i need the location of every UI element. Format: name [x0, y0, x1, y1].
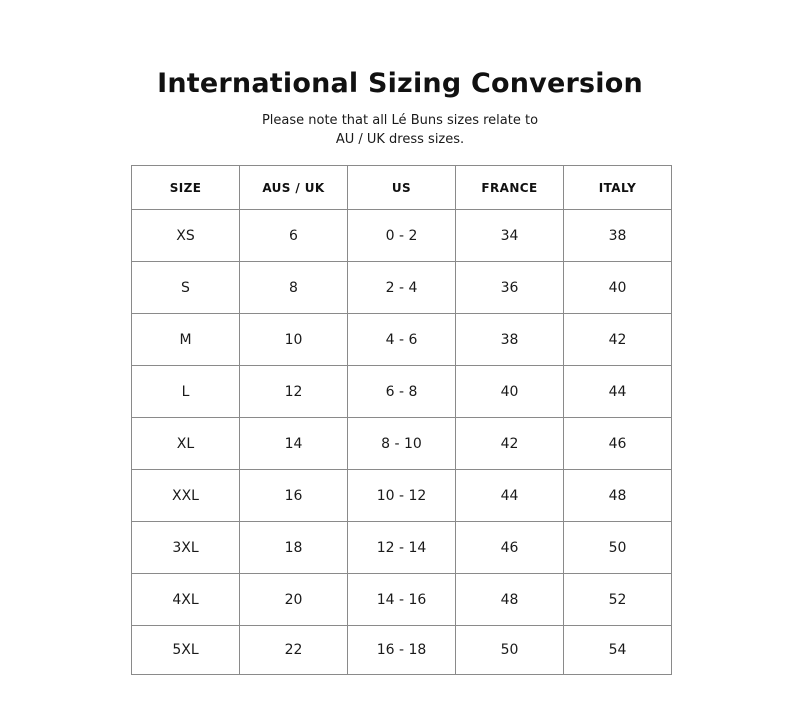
cell-size: M [132, 314, 240, 366]
cell-france: 48 [456, 574, 564, 626]
cell-france: 40 [456, 366, 564, 418]
cell-france: 36 [456, 262, 564, 314]
cell-aus-uk: 14 [240, 418, 348, 470]
table-row [132, 626, 672, 675]
cell-size: S [132, 262, 240, 314]
cell-france: 38 [456, 314, 564, 366]
cell-size: 4XL [132, 574, 240, 626]
cell-size: XXL [132, 470, 240, 522]
header-italy: ITALY [564, 166, 672, 210]
cell-aus-uk: 6 [240, 210, 348, 262]
cell-us: 2 - 4 [348, 262, 456, 314]
cell-size: 5XL [132, 626, 240, 675]
cell-size: 3XL [132, 522, 240, 574]
cell-aus-uk: 20 [240, 574, 348, 626]
table-row [132, 418, 672, 470]
table-row [132, 470, 672, 522]
cell-france: 42 [456, 418, 564, 470]
cell-aus-uk: 16 [240, 470, 348, 522]
cell-france: 44 [456, 470, 564, 522]
cell-italy: 42 [564, 314, 672, 366]
cell-us: 0 - 2 [348, 210, 456, 262]
cell-aus-uk: 22 [240, 626, 348, 675]
cell-italy: 40 [564, 262, 672, 314]
cell-us: 10 - 12 [348, 470, 456, 522]
cell-us: 8 - 10 [348, 418, 456, 470]
header-france: FRANCE [456, 166, 564, 210]
cell-italy: 54 [564, 626, 672, 675]
cell-us: 14 - 16 [348, 574, 456, 626]
table-row [132, 210, 672, 262]
sizing-note-line-1: Please note that all Lé Buns sizes relate to [261, 113, 539, 128]
table-row [132, 522, 672, 574]
cell-us: 12 - 14 [348, 522, 456, 574]
cell-italy: 46 [564, 418, 672, 470]
cell-france: 46 [456, 522, 564, 574]
cell-france: 34 [456, 210, 564, 262]
cell-italy: 50 [564, 522, 672, 574]
cell-us: 16 - 18 [348, 626, 456, 675]
table-body [132, 210, 672, 675]
cell-italy: 38 [564, 210, 672, 262]
header-aus-uk: AUS / UK [240, 166, 348, 210]
header-size: SIZE [132, 166, 240, 210]
table-row [132, 314, 672, 366]
table-row [132, 262, 672, 314]
table-row [132, 366, 672, 418]
cell-size: L [132, 366, 240, 418]
cell-size: XS [132, 210, 240, 262]
header-us: US [348, 166, 456, 210]
cell-france: 50 [456, 626, 564, 675]
cell-aus-uk: 12 [240, 366, 348, 418]
cell-aus-uk: 10 [240, 314, 348, 366]
cell-size: XL [132, 418, 240, 470]
header-row [132, 166, 672, 210]
table-header [132, 166, 672, 210]
table-row [132, 574, 672, 626]
cell-italy: 48 [564, 470, 672, 522]
cell-italy: 44 [564, 366, 672, 418]
cell-aus-uk: 18 [240, 522, 348, 574]
size-conversion-table [131, 165, 672, 675]
page-title: International Sizing Conversion [157, 68, 643, 100]
cell-italy: 52 [564, 574, 672, 626]
cell-aus-uk: 8 [240, 262, 348, 314]
cell-us: 6 - 8 [348, 366, 456, 418]
sizing-note-line-2: AU / UK dress sizes. [335, 132, 465, 147]
sizing-note [0, 111, 800, 149]
cell-us: 4 - 6 [348, 314, 456, 366]
